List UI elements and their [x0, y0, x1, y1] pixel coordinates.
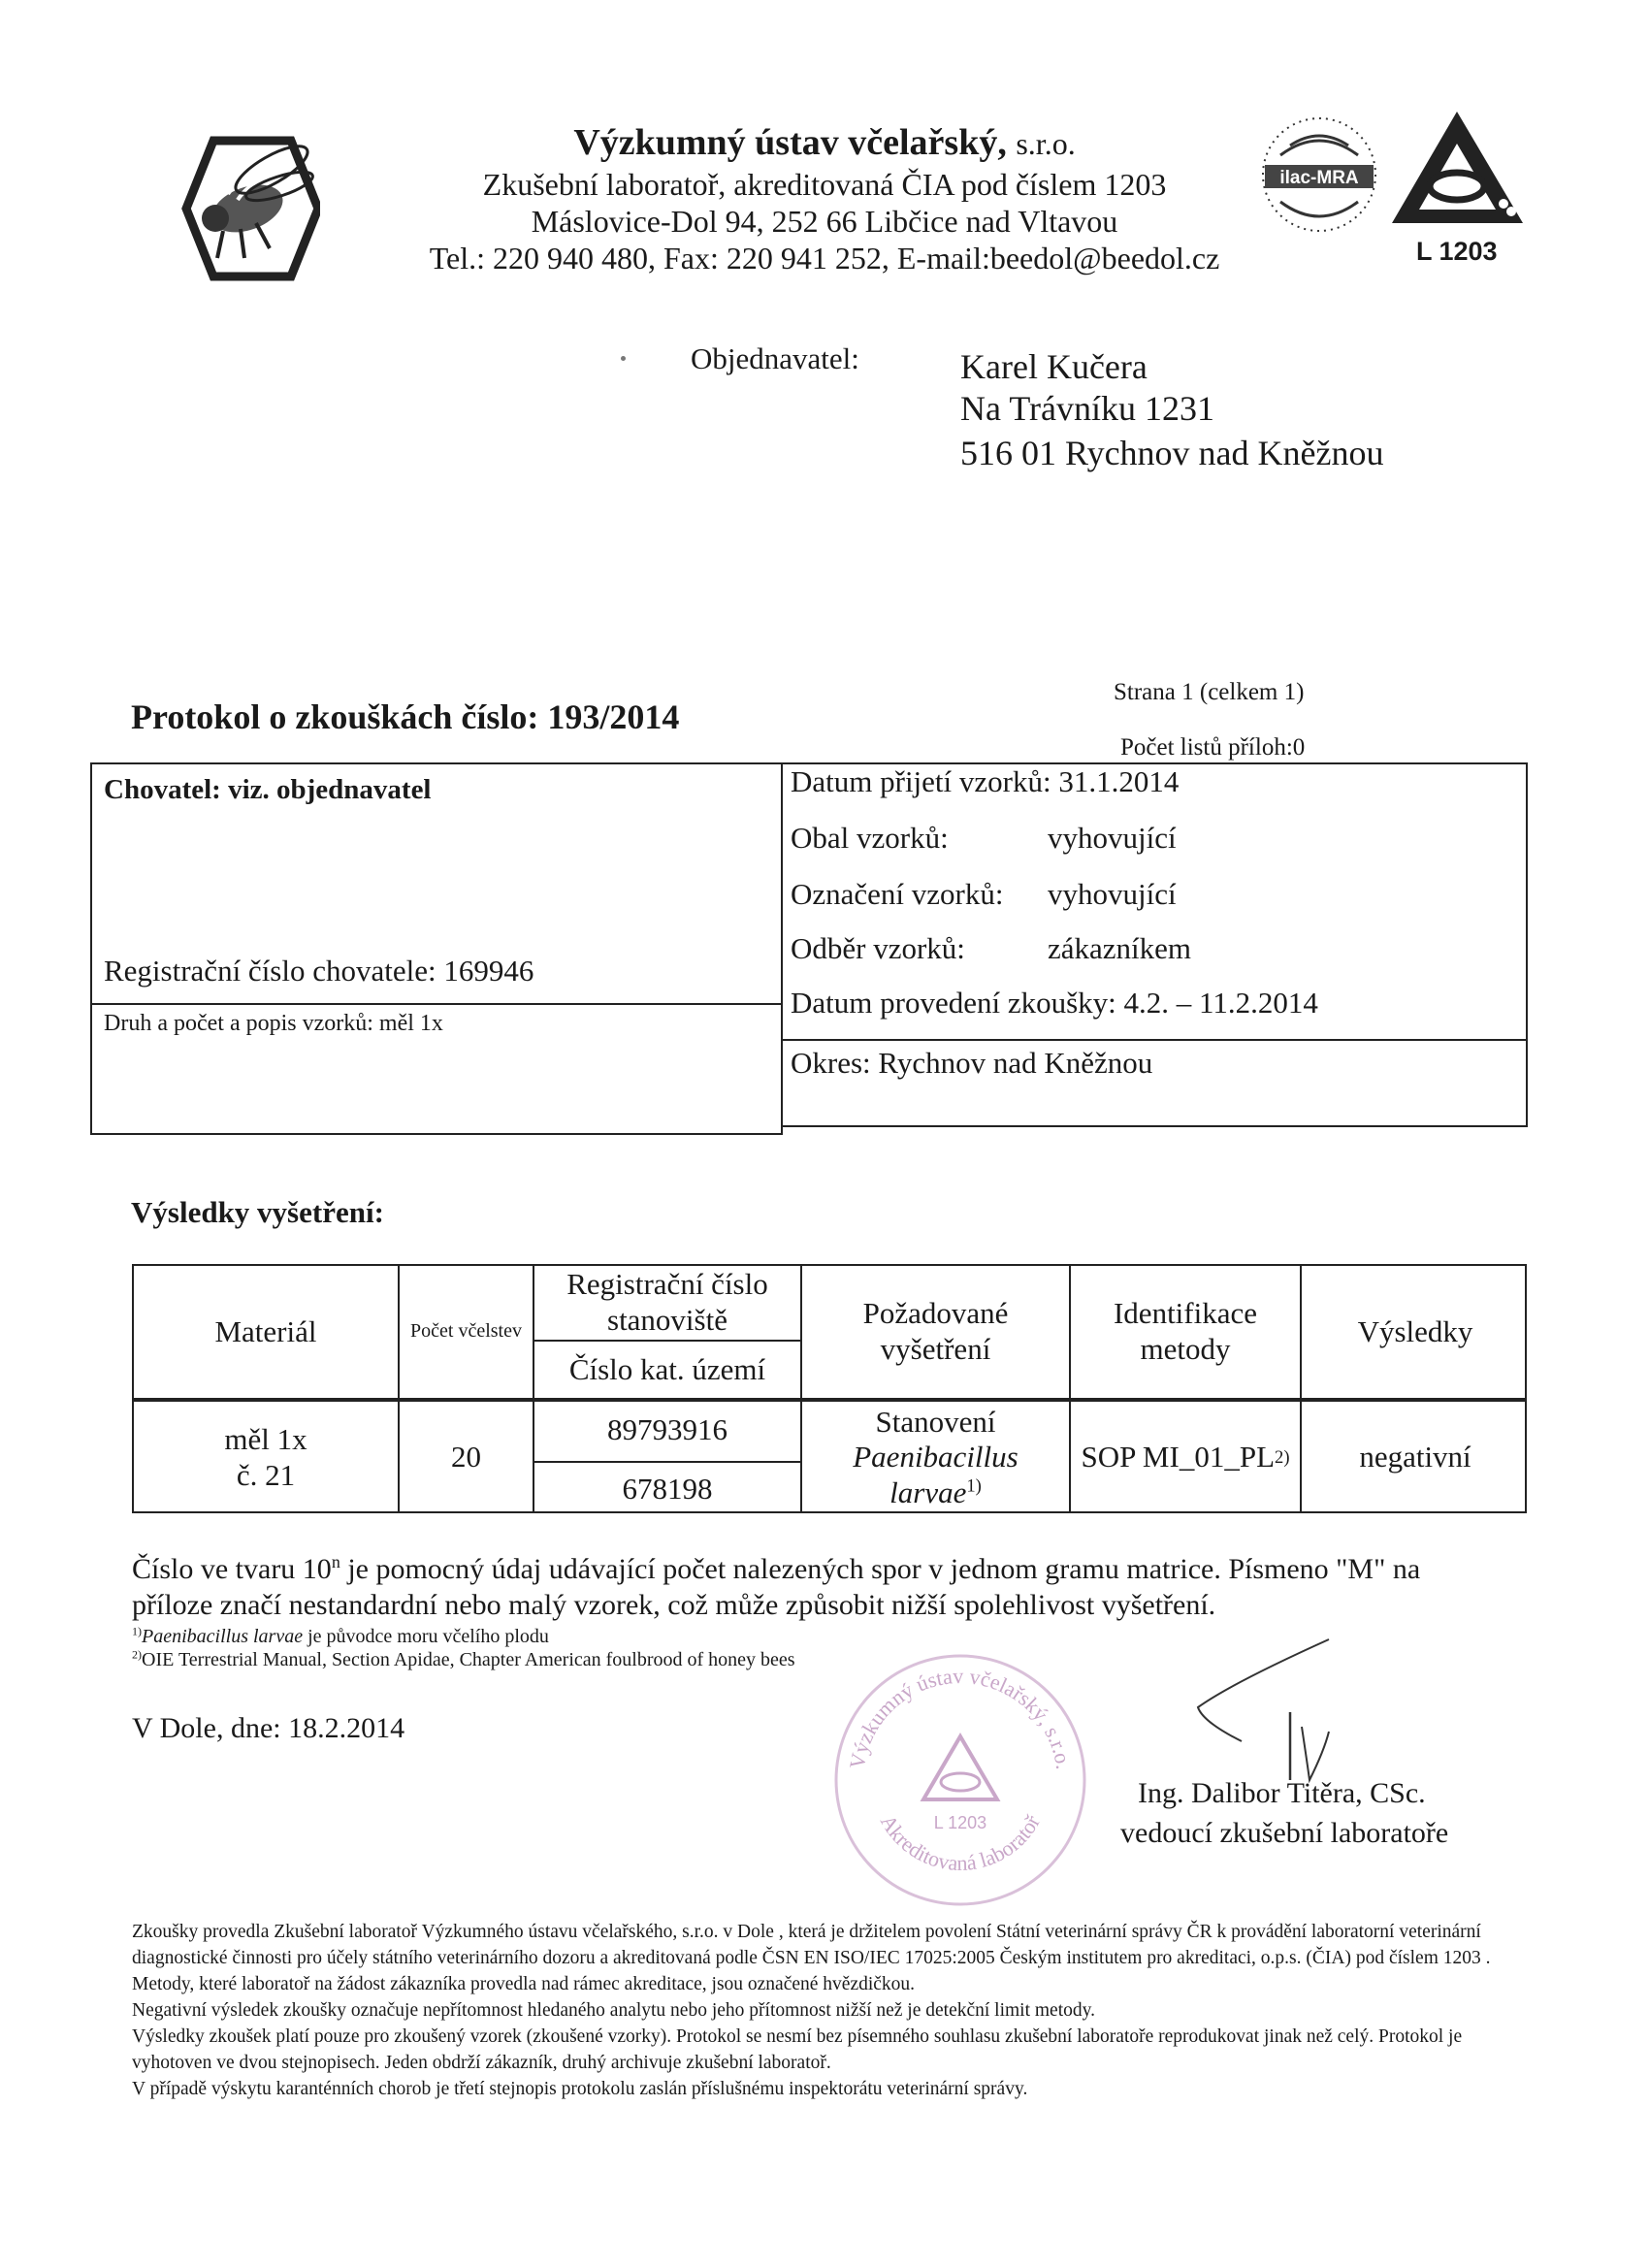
requested-line-3: [889, 1475, 982, 1511]
legal-paragraph: Negativní výsledek zkoušky označuje nepřítomnost hledaného analytu nebo jeho přítomnost nižší než je detekční limit metody.: [132, 2000, 1095, 2021]
results-table: [132, 1264, 1527, 1513]
protocol-title: Protokol o zkouškách číslo: 193/2014: [131, 697, 680, 736]
footnote-2-text: OIE Terrestrial Manual, Section Apidae, Chapter American foulbrood of honey bees: [142, 1649, 795, 1670]
received-date: Datum přijetí vzorků: 31.1.2014: [791, 764, 1180, 798]
requested-line-1: Stanovení: [875, 1404, 996, 1439]
note-1-post: je pomocný údaj udávající počet nalezených spor v jednom gramu matrice. Písmeno "M" na: [340, 1553, 1421, 1585]
district: Okres: Rychnov nad Kněžnou: [791, 1046, 1153, 1080]
packaging-label: Obal vzorků:: [791, 821, 949, 855]
customer-name: Karel Kučera: [960, 347, 1148, 386]
packaging-row: [791, 821, 1177, 856]
laboratory-stamp: [824, 1644, 1096, 1916]
header-method: Identifikace metody: [1113, 1296, 1258, 1366]
marking-row: [791, 877, 1177, 912]
stamp-code: L 1203: [933, 1813, 987, 1832]
issue-date: V Dole, dne: 18.2.2014: [132, 1712, 405, 1744]
note-1-pre: Číslo ve tvaru 10: [132, 1553, 332, 1585]
legal-paragraph: Výsledky zkoušek platí pouze pro zkoušený vzorek (zkoušené vzorky). Protokol se nesmí bez písemného souhlasu zkušební laboratoře reprodukovat jinak než celý. Protokol je vyhotoven ve dvou stejnopisech. Jeden obdrží zákazník, druhý archivuje zkušební laboratoř.: [132, 2026, 1463, 2073]
cell-colonies: 20: [451, 1440, 481, 1474]
material-line-1: měl 1x: [224, 1421, 307, 1456]
cell-material: [134, 1400, 398, 1515]
cell-cadastral: 678198: [622, 1471, 713, 1506]
cell-result: negativní: [1359, 1440, 1471, 1474]
breeder-registration: Registrační číslo chovatele: 169946: [104, 954, 534, 988]
marking-value: vyhovující: [1048, 877, 1177, 911]
legal-footer: [132, 1919, 1529, 2102]
ilac-mra-logo: [1251, 107, 1387, 243]
stray-dot: [621, 356, 626, 361]
divider: [783, 1039, 1526, 1041]
header-colonies: Počet včelstev: [410, 1320, 522, 1343]
header-requested-test: Požadované vyšetření: [862, 1296, 1009, 1366]
breeder-label: Chovatel: viz. objednavatel: [104, 774, 432, 805]
stamp-top-text: Výzkumný ústav včelařský, s.r.o.: [844, 1663, 1077, 1771]
cell-method: SOP MI_01_PL 2): [1081, 1440, 1290, 1474]
attachments-count: Počet listů příloh:0: [1120, 734, 1306, 761]
legal-paragraph: V případě výskytu karanténních chorob je třetí stejnopis protokolu zaslán příslušnému inspektorátu veterinární správy.: [132, 2079, 1028, 2099]
note-1-sup: n: [331, 1552, 340, 1571]
sampling-row: [791, 931, 1192, 966]
test-date: Datum provedení zkoušky: 4.2. – 11.2.2014: [791, 986, 1318, 1020]
note-line-2: příloze značí nestandardní nebo malý vzorek, což může způsobit nižší spolehlivost vyšetření.: [132, 1589, 1216, 1621]
footnote-2-mark: 2): [132, 1647, 142, 1662]
header-site-registration: Registrační číslo stanoviště: [566, 1267, 768, 1337]
footnote-2: [132, 1649, 795, 1671]
svg-text:Výzkumný ústav včelařský, s.r.: [845, 1664, 1077, 1770]
customer-label: Objednavatel:: [691, 341, 859, 375]
org-name-line: [388, 121, 1261, 164]
legal-paragraph: Zkoušky provedla Zkušební laboratoř Výzkumného ústavu včelařského, s.r.o. v Dole , která je držitelem povolení Státní veterinární správy ČR k provádění laboratorní veterinární diagnostické činnosti pro účely státního veterinárního dozoru a akreditovaná podle ČSN EN ISO/IEC 17025:2005 Českým institutem pro akreditaci, o.p.s. (ČIA) pod číslem 1203 .: [132, 1922, 1491, 1968]
cell-requested-test: [802, 1400, 1069, 1515]
lab-accreditation-line: Zkušební laboratoř, akreditovaná ČIA pod číslem 1203: [482, 167, 1167, 202]
header-material: Materiál: [214, 1313, 317, 1348]
footnote-ref-1: 1): [966, 1475, 982, 1497]
bee-hexagon-logo: [155, 126, 320, 291]
legal-paragraph: Metody, které laboratoř na žádost zákazníka provedla nad rámec akreditace, jsou označené hvězdičkou.: [132, 1974, 916, 1994]
sampling-value: zákazníkem: [1048, 931, 1192, 965]
requested-line-2: Paenibacillus: [853, 1440, 1018, 1474]
customer-street: Na Trávníku 1231: [960, 389, 1215, 428]
footnote-1-text: je původce moru včelího plodu: [303, 1626, 549, 1647]
handwritten-signature: [1193, 1635, 1387, 1790]
footnote-1-organism: Paenibacillus larvae: [142, 1626, 304, 1647]
footnote-1-mark: 1): [132, 1624, 142, 1638]
divider: [92, 1003, 781, 1005]
stamp-bottom-text: Akreditovaná laboratoř: [875, 1810, 1046, 1876]
signer-role: vedoucí zkušební laboratoře: [1120, 1817, 1449, 1849]
breeder-info-box: [90, 762, 783, 1135]
header-results: Výsledky: [1357, 1313, 1473, 1348]
header-cadastral: Číslo kat. území: [568, 1351, 766, 1386]
signer-name: Ing. Dalibor Titěra, CSc.: [1138, 1777, 1426, 1809]
sample-info-box: [781, 762, 1528, 1127]
org-suffix: s.r.o.: [1016, 126, 1076, 161]
organism-name: larvae: [889, 1474, 967, 1509]
contact-line: Tel.: 220 940 480, Fax: 220 941 252, E-mail:beedol@beedol.cz: [429, 241, 1220, 275]
sampling-label: Odběr vzorků:: [791, 931, 965, 965]
accreditation-code: L 1203: [1416, 237, 1498, 266]
footnote-1: [132, 1626, 549, 1648]
packaging-value: vyhovující: [1048, 821, 1177, 855]
note-line-1: [132, 1553, 1420, 1586]
sample-description: Druh a počet a popis vzorků: měl 1x: [104, 1011, 443, 1036]
address-line: Máslovice-Dol 94, 252 66 Libčice nad Vltavou: [531, 204, 1118, 239]
customer-city: 516 01 Rychnov nad Kněžnou: [960, 434, 1384, 472]
cell-site-registration: 89793916: [607, 1412, 728, 1447]
method-code: SOP MI_01_PL: [1081, 1440, 1276, 1474]
org-name: Výzkumný ústav včelařský,: [573, 122, 1007, 163]
ilac-text: ilac-MRA: [1279, 168, 1359, 188]
marking-label: Označení vzorků:: [791, 877, 1004, 911]
material-line-2: č. 21: [236, 1457, 296, 1492]
results-title: Výsledky vyšetření:: [131, 1195, 384, 1229]
cia-accreditation-logo: [1387, 107, 1528, 228]
page-info: Strana 1 (celkem 1): [1114, 679, 1305, 705]
